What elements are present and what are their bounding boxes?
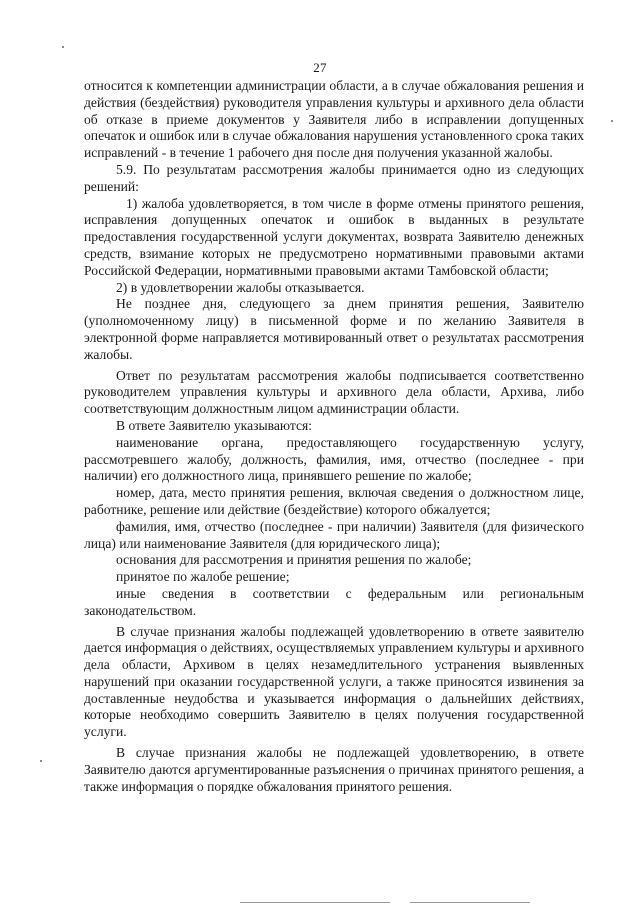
page-number: 27 <box>313 60 327 75</box>
list-item-grounds: основания для рассмотрения и принятия решения по жалобе; <box>116 552 472 568</box>
scan-speck <box>611 120 613 122</box>
scan-speck <box>62 46 64 48</box>
paragraph-decision-1: 1) жалоба удовлетворяется, в том числе в форме отмены принятого решения, исправления допущенных опечаток и ошибок в выданных в результате предоставления государственной услуги документах, возврата Заявителю денежных средств, взимание которых не предусмотрено нормативными правовыми актами Российской Федерации, нормативными правовыми актами Тамбовской области; <box>84 195 584 278</box>
paragraph-response-contents-intro: В ответе Заявителю указываются: <box>116 417 313 433</box>
scan-edge-line <box>240 902 390 903</box>
paragraph-complaint-rejected: В случае признания жалобы не подлежащей удовлетворению, в ответе Заявителю даются аргументированные разъяснения о причинах принятого решения, а также информация о порядке обжалования принятого решения. <box>84 745 584 794</box>
paragraph-response-signature: Ответ по результатам рассмотрения жалобы подписывается соответственно руководителем управления культуры и архивного дела области, Архива, либо соответствующим должностным лицом администрации области. <box>84 367 584 417</box>
scan-speck <box>40 760 42 762</box>
paragraph-5-9: 5.9. По результатам рассмотрения жалобы принимается одно из следующих решений: <box>84 161 584 194</box>
paragraph-complaint-satisfied: В случае признания жалобы подлежащей удовлетворению в ответе заявителю дается информация о действиях, осуществляемых управлением культуры и архивного дела области, Архивом в целях незамедлительного устранения выявленных нарушений при оказании государственной услуги, а также приносятся извинения за доставленные неудобства и указывается информация о дальнейших действиях, которые необходимо совершить Заявителю в целях получения государственной услуги. <box>84 623 584 740</box>
list-item-other-info: иные сведения в соответствии с федеральным или региональным законодательством. <box>84 585 584 618</box>
list-item-applicant-name: фамилия, имя, отчество (последнее - при наличии) Заявителя (для физического лица) или наименование Заявителя (для юридического лица); <box>84 518 584 551</box>
paragraph-continuation: относится к компетенции администрации области, а в случае обжалования решения и действия (бездействия) руководителя управления культуры и архивного дела области об отказе в приеме документов у Заявителя либо в исправлении допущенных опечаток и ошибок или в случае обжалования нарушения установленного срока таких исправлений - в течение 1 рабочего дня после дня получения указанной жалобы. <box>84 78 584 161</box>
scan-edge-line <box>410 902 530 903</box>
list-item-decision: принятое по жалобе решение; <box>116 569 290 585</box>
list-item-authority-name: наименование органа, предоставляющего государственную услугу, рассмотревшего жалобу, должность, фамилия, имя, отчество (последнее - при наличии) его должностного лица, принявшего решение по жалобе; <box>84 434 584 484</box>
document-body <box>84 78 584 795</box>
list-item-decision-number: номер, дата, место принятия решения, включая сведения о должностном лице, работнике, решение или действие (бездействие) которого обжалуется; <box>84 485 584 517</box>
paragraph-decision-2: 2) в удовлетворении жалобы отказывается. <box>116 279 365 295</box>
paragraph-response-deadline: Не позднее дня, следующего за днем принятия решения, Заявителю (уполномоченному лицу) в письменной форме и по желанию Заявителя в электронной форме направляется мотивированный ответ о результатах рассмотрения жалобы. <box>84 296 584 362</box>
